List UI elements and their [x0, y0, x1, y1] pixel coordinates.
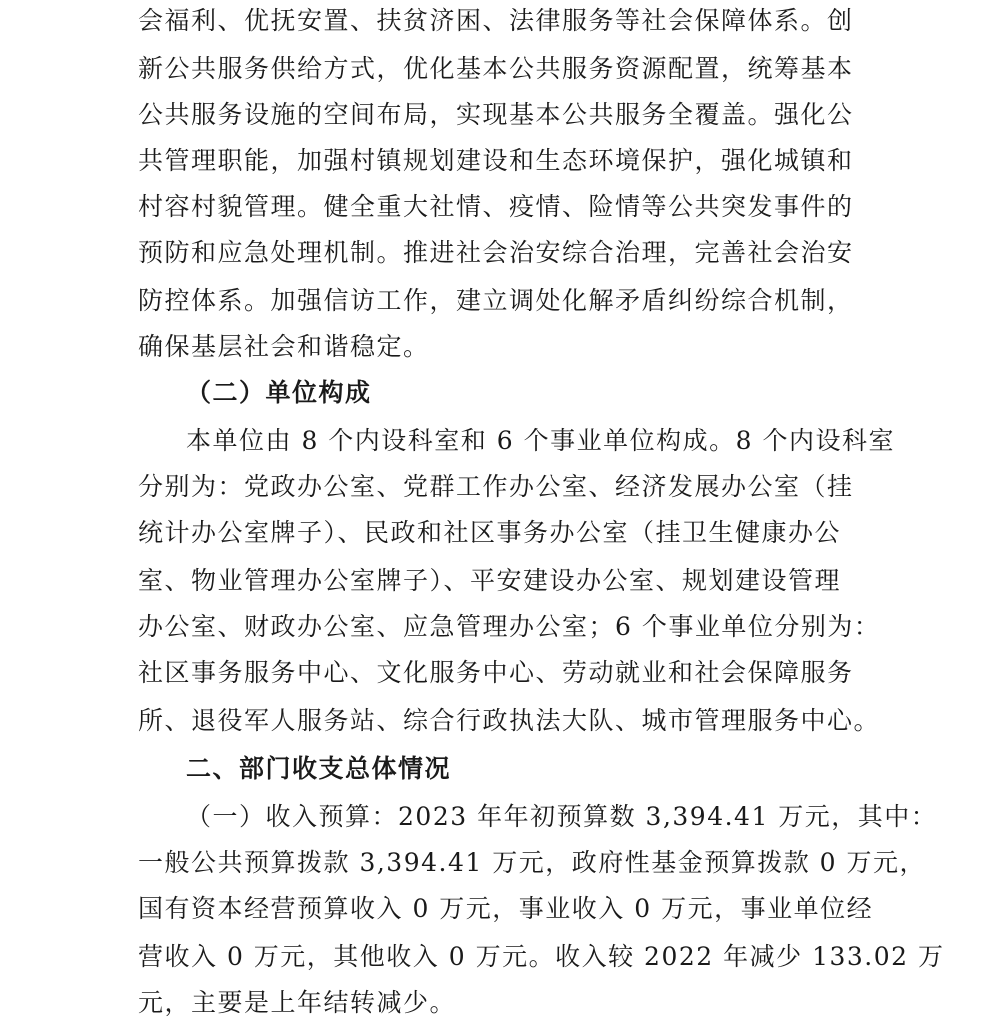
paragraph-line: 统计办公室牌子）、民政和社区事务办公室（挂卫生健康办公 [138, 518, 842, 547]
paragraph-line: 一般公共预算拨款 3,394.41 万元，政府性基金预算拨款 0 万元， [138, 848, 927, 877]
paragraph-line: 新公共服务供给方式，优化基本公共服务资源配置，统筹基本 [138, 54, 854, 83]
paragraph-line: 国有资本经营预算收入 0 万元，事业收入 0 万元，事业单位经 [138, 894, 874, 923]
income-lead-label: （一）收入预算： [186, 802, 399, 831]
paragraph-line: 分别为：党政办公室、党群工作办公室、经济发展办公室（挂 [138, 472, 854, 501]
paragraph-line: 本单位由 8 个内设科室和 6 个事业单位构成。8 个内设科室 [186, 426, 895, 455]
section-heading-finance: 二、部门收支总体情况 [186, 754, 452, 783]
paragraph-line: 室、物业管理办公室牌子）、平安建设办公室、规划建设管理 [138, 566, 842, 595]
section-heading-unit: （二）单位构成 [186, 378, 372, 407]
paragraph-line: 所、退役军人服务站、综合行政执法大队、城市管理服务中心。 [138, 706, 881, 735]
paragraph-line: 确保基层社会和谐稳定。 [138, 332, 430, 361]
paragraph-line: 元，主要是上年结转减少。 [138, 988, 457, 1017]
paragraph-line: 预防和应急处理机制。推进社会治安综合治理，完善社会治安 [138, 238, 854, 267]
paragraph-line: 社区事务服务中心、文化服务中心、劳动就业和社会保障服务 [138, 658, 854, 687]
paragraph-line: 防控体系。加强信访工作，建立调处化解矛盾纠纷综合机制， [138, 286, 854, 315]
income-first-text: 2023 年年初预算数 3,394.41 万元，其中： [398, 802, 938, 831]
paragraph-line-income-first [186, 800, 937, 834]
paragraph-line: 办公室、财政办公室、应急管理办公室；6 个事业单位分别为： [138, 612, 881, 641]
paragraph-line: 营收入 0 万元，其他收入 0 万元。收入较 2022 年减少 133.02 万 [138, 942, 945, 971]
paragraph-line: 村容村貌管理。健全重大社情、疫情、险情等公共突发事件的 [138, 192, 854, 221]
paragraph-line: 会福利、优抚安置、扶贫济困、法律服务等社会保障体系。创 [138, 6, 854, 35]
paragraph-line: 公共服务设施的空间布局，实现基本公共服务全覆盖。强化公 [138, 100, 854, 129]
paragraph-line: 共管理职能，加强村镇规划建设和生态环境保护，强化城镇和 [138, 146, 854, 175]
